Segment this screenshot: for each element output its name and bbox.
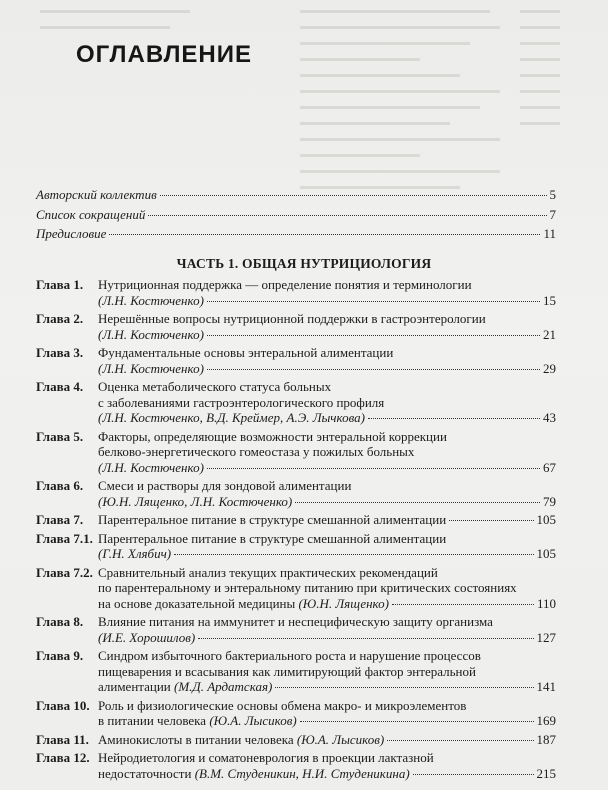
dot-leader [387, 740, 533, 741]
chapter-title-line: Смеси и растворы для зондовой алиментации [98, 478, 352, 493]
dot-leader [207, 369, 540, 370]
chapter-entry[interactable] [36, 277, 556, 308]
chapter-title-line: Фундаментальные основы энтеральной алиментации [98, 345, 394, 360]
page-number: 169 [536, 713, 556, 728]
page-number: 105 [536, 546, 556, 561]
chapter-title-line: Синдром избыточного бактериального роста и нарушение процессов [98, 648, 481, 663]
page-number: 79 [543, 493, 556, 509]
chapter-entry[interactable] [36, 614, 556, 645]
chapter-title-line: белково-энергетического гомеостаза у пожилых больных [98, 444, 415, 459]
chapter-label: Глава 2. [36, 311, 84, 326]
dot-leader [300, 721, 534, 722]
page-number: 141 [536, 679, 556, 694]
chapter-authors: алиментации (М.Д. Ардатская) [98, 679, 273, 694]
page-number: 5 [549, 187, 556, 202]
chapter-entry[interactable] [36, 512, 556, 528]
chapter-label: Глава 10. [36, 697, 90, 713]
chapter-label: Глава 7.1. [36, 530, 93, 546]
dot-leader [198, 638, 533, 639]
show-through-text [300, 4, 506, 196]
dot-leader [174, 554, 533, 555]
chapter-authors: (Л.Н. Костюченко) [98, 459, 204, 475]
chapter-title-line: Нутриционная поддержка — определение понятия и терминологии [98, 277, 472, 292]
page-number: 29 [543, 360, 556, 376]
page-number: 105 [536, 512, 556, 527]
chapter-entry[interactable] [36, 565, 556, 612]
chapter-label: Глава 12. [36, 750, 90, 765]
chapter-authors: (И.Е. Хорошилов) [98, 629, 196, 645]
chapter-title-line: Нейродиетология и соматоневрология в проекции лактазной [98, 750, 434, 765]
chapter-title-line: пищеварения и всасывания как лимитирующий фактор энтеральной [98, 663, 476, 679]
page-title: ОГЛАВЛЕНИЕ [76, 41, 253, 68]
chapter-authors: (Л.Н. Костюченко, В.Д. Креймер, А.Э. Лычкова) [98, 410, 365, 425]
chapter-label: Глава 6. [36, 478, 84, 493]
part-heading: ЧАСТЬ 1. ОБЩАЯ НУТРИЦИОЛОГИЯ [176, 256, 432, 271]
front-matter-list [36, 187, 556, 246]
chapter-title-line: с заболеваниями гастроэнтерологического профиля [98, 394, 385, 410]
page-number: 67 [543, 459, 556, 475]
toc-entry[interactable] [36, 207, 556, 227]
chapter-authors: недостаточности (В.М. Студеникин, Н.И. Студеникина) [98, 765, 410, 781]
show-through-text [520, 4, 566, 132]
chapter-authors: (Л.Н. Костюченко) [98, 326, 204, 342]
page-number: 187 [536, 731, 556, 747]
chapter-entry[interactable] [36, 531, 556, 562]
chapter-authors: (Г.Н. Хлябич) [98, 546, 172, 561]
dot-leader [160, 195, 547, 196]
chapter-authors-names: (Ю.А. Лысиков) [209, 713, 297, 728]
toc-entry-title: Список сокращений [36, 206, 146, 222]
chapter-title-line: Аминокислоты в питании человека (Ю.А. Лысиков) [98, 731, 385, 747]
dot-leader [207, 468, 540, 469]
page-number: 127 [536, 629, 556, 645]
dot-leader [148, 215, 546, 216]
chapter-authors: (Л.Н. Костюченко) [98, 360, 204, 376]
page-number: 110 [536, 595, 556, 611]
dot-leader [275, 687, 533, 688]
dot-leader [207, 335, 540, 336]
dot-leader [392, 604, 534, 605]
chapter-label: Глава 11. [36, 731, 89, 747]
chapter-authors: в питании человека (Ю.А. Лысиков) [98, 713, 297, 728]
chapter-title-line: Роль и физиологические основы обмена макро- и микроэлементов [98, 697, 467, 713]
chapter-label: Глава 7.2. [36, 564, 93, 580]
chapter-authors-names: (Ю.Н. Лященко) [298, 595, 389, 611]
chapter-entry[interactable] [36, 429, 556, 476]
chapter-entry[interactable] [36, 478, 556, 509]
chapter-label: Глава 9. [36, 648, 84, 663]
toc-entry[interactable] [36, 226, 556, 246]
chapter-entry[interactable] [36, 732, 556, 748]
page-number: 215 [536, 765, 556, 781]
chapter-title-line: Нерешённые вопросы нутриционной поддержки в гастроэнтерологии [98, 311, 486, 326]
chapter-list [36, 277, 556, 784]
page-number: 21 [543, 326, 556, 342]
chapter-entry[interactable] [36, 379, 556, 426]
page-number: 11 [543, 226, 556, 241]
chapter-title-line: Влияние питания на иммунитет и неспецифическую защиту организма [98, 614, 493, 629]
chapter-title-line: Сравнительный анализ текущих практических рекомендаций [98, 564, 438, 580]
chapter-authors-names: (Ю.А. Лысиков) [296, 731, 385, 747]
page-number: 7 [549, 206, 556, 222]
chapter-entry[interactable] [36, 750, 556, 781]
chapter-authors: (Л.Н. Костюченко) [98, 292, 204, 308]
page-number: 15 [543, 292, 556, 308]
chapter-label: Глава 7. [36, 512, 84, 527]
dot-leader [295, 502, 540, 503]
chapter-entry[interactable] [36, 345, 556, 376]
chapter-title-line: Парентеральное питание в структуре смешанной алиментации [98, 512, 447, 527]
chapter-label: Глава 4. [36, 379, 84, 394]
chapter-title-line: по парентеральному и энтеральному питанию при критических состояниях [98, 580, 517, 595]
toc-entry-title: Предисловие [36, 226, 107, 241]
dot-leader [413, 774, 534, 775]
chapter-authors-names: (М.Д. Ардатская) [174, 679, 273, 694]
chapter-label: Глава 3. [36, 345, 84, 360]
chapter-label: Глава 1. [36, 277, 84, 292]
chapter-title-line: Парентеральное питание в структуре смешанной алиментации [98, 530, 447, 546]
chapter-label: Глава 8. [36, 614, 84, 629]
chapter-title-line: Оценка метаболического статуса больных [98, 379, 332, 394]
show-through-text [40, 4, 196, 36]
chapter-title-line: Факторы, определяющие возможности энтеральной коррекции [98, 428, 447, 444]
dot-leader [449, 520, 533, 521]
chapter-authors: (Ю.Н. Лященко, Л.Н. Костюченко) [98, 493, 293, 509]
chapter-authors-names: (В.М. Студеникин, Н.И. Студеникина) [194, 765, 410, 781]
chapter-label: Глава 5. [36, 428, 84, 444]
dot-leader [207, 301, 540, 302]
chapter-entry[interactable] [36, 311, 556, 342]
dot-leader [368, 418, 540, 419]
chapter-entry[interactable] [36, 698, 556, 729]
chapter-authors: на основе доказательной медицины (Ю.Н. Лященко) [98, 595, 389, 611]
chapter-entry[interactable] [36, 648, 556, 695]
toc-entry[interactable] [36, 187, 556, 207]
page-number: 43 [543, 410, 556, 425]
toc-entry-title: Авторский коллектив [36, 187, 157, 202]
dot-leader [109, 234, 540, 235]
